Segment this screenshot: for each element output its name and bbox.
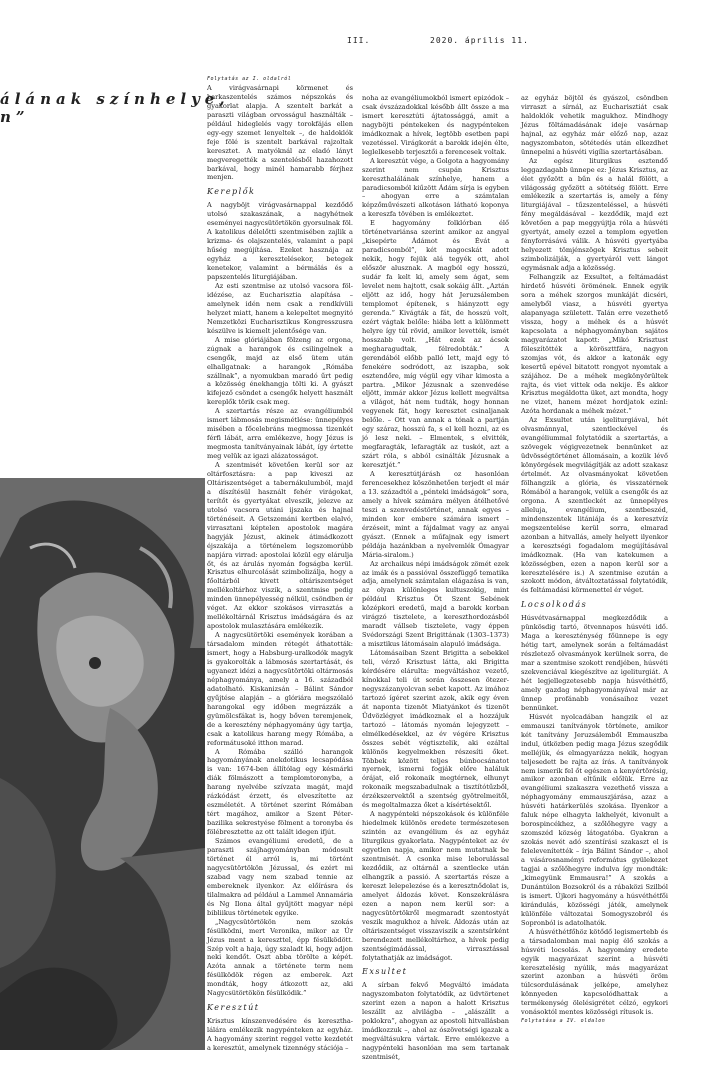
section-heading-kereplok: Kereplők — [207, 187, 256, 197]
paragraph: A nagypénteki népszokások és különféle hiedelmek különös eredete természetesen szintén az evangélium és az egyház liturgikus gyakorlata. Nagypénteket az év egyetlen napja, amikor nem mutatnak be szentmisét. A csonka mise leborulással kezdődik, az oltárnál a szentlecke után elhangzik a passió. A szertartás része a kereszt lelepelezése és a keresztnődolat is, amelyet áldozás követ. Konszekrálásra ezen a napon nem kerül sor: a nagycsütörtökről megmaradt szentostyát veszik magukhoz a hívek. Áldozás után az oltáriszentséget visszaviszik a szentsírként berendezett mellékoltárhoz, a hívek pedig szentségimádással, virrasztással folytathatják az imádságot. — [362, 810, 509, 962]
paragraph: A szentmisét követően kerül sor az oltárfosztásra: a pap kiveszi az Oltáriszentséget a tabernákulumból, majd a díszítésül használt fehér virágokat, terítőt és gyertyákat elveszik, jelezve az utolsó vacsora utáni ijszaka és hajnal történéseit. A Getszemáni kertben elalvó, virrasztani képtelen apostolok magára hagyják Jézust, akinek átimádkozott éjszakája a történelem legszomorúbb napjára virrad: apostolai közül egy elárulja őt, és az árulás nyomán fogságba kerül. Krisztus elhurcolását szimbolizálja, hogy a főoltárból kivett oltáriszentséget mellékoltárhoz viszik, a szentmise pedig minden ünnepélyesség nélkül, csöndben ér véget. Az ekkor szokásos virrasztás a mellékoltárnál Krisztus imádságára és az apostolok mulasztására emlékezik. — [207, 461, 353, 631]
paragraph: „Nagycsütörtökön nem szokás fésülködni, mert Veronika, mikor az Úr Jézus ment a kereszttel, épp fésülködött. Szép volt a haja, úgy szaladt ki, hogy adjon neki kendőt. Oszt abba törölte a képét. Azóta annak a története term nem fésülködök régen az emberek. Azt mondták, hogy átkozott az, aki Nagycsütörtökön fésülködik.” — [207, 917, 353, 998]
section-heading-locsolkodas: Locsolkodás — [521, 600, 588, 610]
paragraph: Húsvét nyolcadában hangzik el az emmauszi tanítványok története, amikor két tanítvány Jeruzsálemből Emmauszba indul, útközben pedig maga Jézus szegődik melléjük, és elmagyarázza nekik, hogyan teljesedett be rajta az írás. A tanítványok nem ismerik fel őt egészen a kenyértörésig, amikor azonban eltűnik előlük. Erre az evangéliumi szakaszra vezethető vissza a néphagyomány emmauszjárása, azaz a húsvéti határkerülés szokása. Ilyenkor a faluk népe elhagyta lakhelyét, kivonult a borospincékhez, a szőlőhegyre vagy a szomszéd község látogatóba. Gyakran a szokás nevét adó szentírási szakaszt el is felelevenítették – írja Bálint Sándor –, ahol a vásárosnaményi református gyülekezet tagjai a szőlőhegyre indulva így mondták: „kimegyünk Emmausra!” A szokás a Dunántúlon Bozsokról és a rábaközi Szilból is ismert. Újkori hagyomány a húsvéthétfői kirándulás, közösségi játék, amelynek különféle változatai Somogyszobról és Sopronból is adatolhatók. — [521, 712, 668, 927]
paragraph: Számos evangéliumi eredetű, de a paraszti szájhagyományban módosult történet él arról is, mi történt nagycsütörtökön Jézussal, és ezért mi szabad vagy nem szabad tennie az embereknek ilyenkor. Az előírásra és tilalmakra ad például a Lammel Annamária és Ng Ilona által gyűjtött magyar népi bibliikus történetek egyike. — [207, 837, 353, 917]
page-number: III. — [347, 36, 371, 45]
section-heading-keresztut: Keresztút — [207, 1003, 260, 1013]
paragraph: A Rómába szálló harangok hagyományának anekdotikus lecsapódása is van: 1674-ben állítólag egy késmárki diák fölmászott a templomtoronyba, a harang nyelvébe szívzata magát, majd rázkódást érzett, és elveszítette az eszméletét. A történet szerint Rómában tért magához, amikor a Szent Péter-bazilika sekrestyése fölment a toronyba és fölébresztette az ott talált idegen ifjút. — [207, 747, 353, 837]
paragraph: A keresztútjárásh oz hasonlóan ferencesekhez köszönhetően terjedt el már a 13. századtól a „pénteki imádságok” sora, amely a hívek számára mélyen átélhetővé teszi a szenvedéstörténet, annak egyes – minden kor embere számára ismert – érzéseit, mint a fájdalmat vagy az anyai gyászt. (Ennek a műfajnak egy ismert példája hazánkban a nyelvemlék Ómagyar Mária-siralom.) — [362, 470, 509, 559]
paragraph: az egyház böjtöl és gyászol, csöndben virraszt a sírnál, az Eucharisztiát csak haldoklók vehetik magukhoz. Mindhogy Jézus föltámadásának ideje vasárnap hajnal, az egyház már előző nap, azaz nagyszombaton, sötétedés után elkezdhet ünnepelni a húsvéti vigília szertartásában. — [521, 94, 668, 156]
paragraph: Az archaikus népi imádságok zömét ezek az imák és a passióval összefüggő tematika adja, amelynek számtalan elágazása is van, az olyan különleges kultuszokig, mint például Krisztus Öt Szent Sebének középkori eredetű, majd a barokk korban virágzó tisztelete, a kereszthordozásból maradt vállseb tisztelete, vagy éppen Svédországi Szent Brigittának (1303–1373) a misztikus látomásain alapuló imádsága. — [362, 559, 509, 649]
article-column-2 — [362, 94, 509, 1062]
paragraph: Felhangzik az Exsultet, a feltámadást hirdető húsvéti örömének. Ennek egyik sora a méhek szorgos munkáját dicséri, amelyből viasz, a húsvéti gyertya alapanyaga született. Talán erre vezethető vissza, hogy a méhek és a húsvét kapcsolata a néphagyományban sajátos magyarázatot kapott: „Mikó Krisztust föleszítötték a köröszttfára, nagyon szomjas vót, és akkor a katonák egy kesertű epével bitatott rongyot nyomtak a szájához. De a méhek megkönyörültek rajta, és viet vittek oda nekije. És akkor Krisztus megáldotta üket, azt mondta, hogy ne vizet, hanem mézet hordjatok ezinl: Azóta hordanak a méhek mézet.” — [521, 273, 668, 416]
page-header — [0, 36, 720, 50]
headline-fragment-line1: álának színhelye, — [0, 90, 230, 108]
paragraph: Az Exsultet után igeliturgiával, hét olvasmánnyal, szentleckével és evangéliummal folytatódik a szertartás, a szövegek végigvezetnek bennünket az üdvösségtörténet állomásain, a kozük lévő könyörgések megvilágítják az adott szakasz értelmét. Az olvasmányokat követően fölhangzik a glória, és visszatérnek Rómából a harangok, velük a csengők és az orgona. A szentleckét az ünnepélyes alleluja, evangélium, szentbeszéd, mindenszentek litániája és a keresztvíz megszentelése kerül sorra, elmarad azonban a hitvallás, amely helyett ilyenkor a keresztségi fogadalom megújításával imádkoznak. (Ha van katekumen a közösségben, ezen a napon kerül sor a keresztelésére is.) A szentmise ezután a szokott módon, átváltoztatással folytatódik, és feltámadási körmenettel ér véget. — [521, 416, 668, 595]
paragraph: Az egész liturgikus esztendő leggazdagabb ünnepe ez: Jézus Krisztus, az élet győzött a bűn és a halál fölött, a világosság győzött a sötétség fölött. Erre emlékezik a szertartás is, amely a fény liturgiájával – tűzszenteléssel, a húsvéti fény megáldásával – kezdődik, majd ezt követően a pap meggyújtja róla a húsvéti gyertyát, amely ezzel a templom egyetlen fényforrásává válik. A húsvéti gyertyába helyezett tömjénszögek Krisztus sebeit szimbolizálják, a gyertyáról vett lángot egymásnak adja a közösség. — [521, 156, 668, 273]
paragraph: Húsvétvasárnappal megkezdődik a pünkösdig tartó, ötvennapos húsvéti idő. Maga a kereszténység főünnepe is egy hétig tart, amelynek során a feltámadást részletező olvasmányok kerülnek sorra, de mar a szentmise szokott rendjében, húsvéti szekvenciával kiegészítve az igeliturgiát. A hét legjellegzetesebb napja húsvéthétfő, amely gazdag néphagyományával már az ünnep profánabb vonásaihoz vezet bennünket. — [521, 614, 668, 712]
paragraph: A keresztút vége, a Golgota a hagyomány szerint nem csupán Krisztus kereszthalálának színhelye, hanem a paradicsomból kiűzött Ádám sírja is egyben – ahogyan erre a számtalan képzőművészeti alkotáson látható koponya a kereszfa tövében is emlékeztet. — [362, 156, 509, 219]
issue-date: 2020. április 11. — [430, 36, 529, 45]
continued-on-note: Folytatása a IV. oldalon — [521, 1018, 606, 1025]
continued-from-note: Folytatás az I. oldalról — [207, 76, 292, 82]
paragraph: A nagyböjt virágvasárnappal kezdődő utolsó szakaszának, a nagyhétnek eseményei nagycsütörtökön gyorsulnak föl. A katolikus délelőtti szentmisében zajlik a krizma- és olajszentelés, valamint a papi hűség megújítása. Ezeket hasznája az egyház a keresztelésekor, betegek kenetekor, valamint a bérmálás és a papszentelés liturgiájában. — [207, 201, 353, 282]
paragraph: Látomásaiban Szent Brigitta a sebekkel teli, vérző Krisztust látta, aki Brigitta kérdésére elárulta: megváltáshoz vezető, kínokkal teli út során összesen ötezer-negyszázanyolcvan sebet kapott. Az imához tartozó ígéret szerint azok, akik egy éven át naponta tizenöt Miatyánkot és tizenöt Üdvözlégyet imádkoznak el a hozzájuk tartozó – látomás nyomán lejegyzett – elmélkedésekkel, az év végére Krisztus összes sebét végtisztelik, aki ezáltal különös kegyelmekben részesíti őket. Többek között teljes búnbocsánatot nyernek, ismerni fogják előre haláluk órájat, elő rokonaik megtérnek, elhunyt rokonaik megszabadulnak a tisztítótűzből, érzékszervektől a szentség gyötrelmeitől, és megoltalmazza őket a kísértésektől. — [362, 649, 509, 810]
article-column-1 — [207, 75, 353, 1053]
artwork-photo — [0, 478, 205, 1050]
article-column-3 — [521, 94, 668, 1026]
paragraph: E hagyomány folklórban élő történetvariánsa szerint amikor az angyal „kisepérte Ádámot és Évát a paradicsomból”, két magocskát adott nekik, hogy fejük alá tegyék ott, ahol először alusznak. A magból egy hosszú, sudár fa kelt ki, amely sem ágat, sem levelet nem hajtott, csak sokáig állt. „Aztán eljött az idő, hogy hát Jeruzsálemben templomot építenek, s hiányzott egy gerenda.” Kivágták a fát, de hosszú volt, ezért vágtak belőle: hiába lett a különmett helyre így túl rövid, amikor levették, ismét hosszabb volt. „Hát ezek az ácsok megharagudtak, félredobták.” A gerendából előbb palló lett, majd egy tó fenekére sodródott, az iszapba, sok esztendőre, míg végül egy vihar kimosta a partra. „Mikor Jézusnak a szenvedése eljött, immár akkor Jézus kellett megváltsa a világot, hát nem tudták, hogy honnan vegyenek fát, hogy keresztet csinaljanak belőle. – Ott van annak a tónak a partján egy száraz, hosszú fa, s el kell hozni, az es jó lesz neki. – Elmentek, s elvitték, megfaragták, lefaragták az tuskót, azt a szárt róla, s abból csinálták Jézusnak a keresztjét.” — [362, 219, 509, 470]
headline-fragment-line2: n” — [0, 108, 30, 126]
paragraph: A húsvéthétfőhöz kötődő legismertebb és a társadalomban mai napig élő szokás a húsvéti locsolás. A hagyomány eredete egyik magyarázat szerint a húsvéti keresztelésig nyúlik, más magyarázat szerint azonban a húsvéti öröm túlcsordulásának jelképe, amelyhez könnyeden kapcsolódhattak a termékenység ölelésigrétet célzó, egykori vonásoktól mentes közösségi rítusok is. — [521, 927, 668, 1017]
paragraph: A mise glóriájában fölzeng az orgona, zúgnak a harangok és csilingelnek a csengők, majd az első ütem után elhallgatnak: a harangok „Rómába szállnak”, a nyomukban maradó űrt pedig a közösség énekhangja tölti ki. A gyászt kifejező csöndet a csengők helyett használt kereplők törik csak meg. — [207, 335, 353, 407]
carousel-horse-illustration — [0, 478, 205, 1050]
paragraph: A virágvasárnapi körmenet és barkaszentelés számos népszokás és gyakorlat alapja. A szentelt barkát a paraszti világban orvosságul használták – például hideglelés vagy torokfájás ellen egy-egy szemet lenyeltek –, de haldoklók feje fölé is szentelt barkával rajzoltak keresztet. A matyóknál az eladó lányt megveregették a szentelésből hazahozott barkával, hogy minél hamarabb férjhez menjen. — [207, 83, 353, 182]
paragraph: A nagycsütörtöki események korában a társadalom minden rétegét áthatották: ismert, hogy a Habsburg-uralkodók magyk is gyakorolták a lábmosás szertartását, és ugyanezt idézi a nagycsütörtöki oltármosás néphagyománya, amely a 16. századból adatolható. Kiskanizsán – Bálint Sándor gyűjtése alapján – a glóriára megszólaló harangokal egy időben megrázzák a gyümölcsfákat is, hogy bőven teremjenek, de a keresztény néphagyomány úgy tartja, csak a katolikus harang megy Rómába, a reformátusoké itthon marad. — [207, 631, 353, 747]
paragraph: noha az evangéliumokból ismert epizódok – csak évszázadokkal később állt össze a ma ismert keresztúti ájtatossággá, amit a nagyböjti péntekeken és nagypénteken imádkoznak a hívek, legtöbb esetben papi vezetéssel. Virágkorát a barokk idején élte, leglelkesebb terjesztői a ferencesek voltak. — [362, 94, 509, 156]
paragraph: A sírban fekvő Megváltó imádata nagyszombaton folytatódik, az üdvtörtenet szerint ezen a napon a halott Krisztus leszállt az alvilágba – „alászállt a poklokra”, ahogyan az apostoli hitvallásban imádkozzuk –, ahol az ószövetségi igazak a megváltásukra vártak. Erre emlékezve a nagypénteki hasonlóan ma sem tartanak szentmisét, — [362, 981, 509, 1062]
paragraph: Az esti szentmise az utolsó vacsora fölidézése, az Eucharisztia alapítása – amelynek idén nem csak a rendkívüli helyzet miatt, hanem a kelepeltet megnyitó Nemzetközi Eucharisztikus Kongresszusra készülve is kiemelt jelentősége van. — [207, 281, 353, 335]
section-heading-exsultet: Exsultet — [362, 967, 408, 977]
paragraph: Krisztus kínszenvedésére és kereszthalálára emlékezik nagypénteken az egyház. A hagyomány szerint reggel vette kezdetét a keresztút, amelynek tizennégy stációja – — [207, 1017, 353, 1053]
paragraph: A szertartás része az evangéliumból ismert lábmosás megismétlése: ünnepélyes misében a főcelebráns megmossa tizenkét férfi lábát, arra emlékezve, hogy Jézus is megmosta tanítványainak lábát, így értette meg velük az igazi alázatosságot. — [207, 407, 353, 461]
